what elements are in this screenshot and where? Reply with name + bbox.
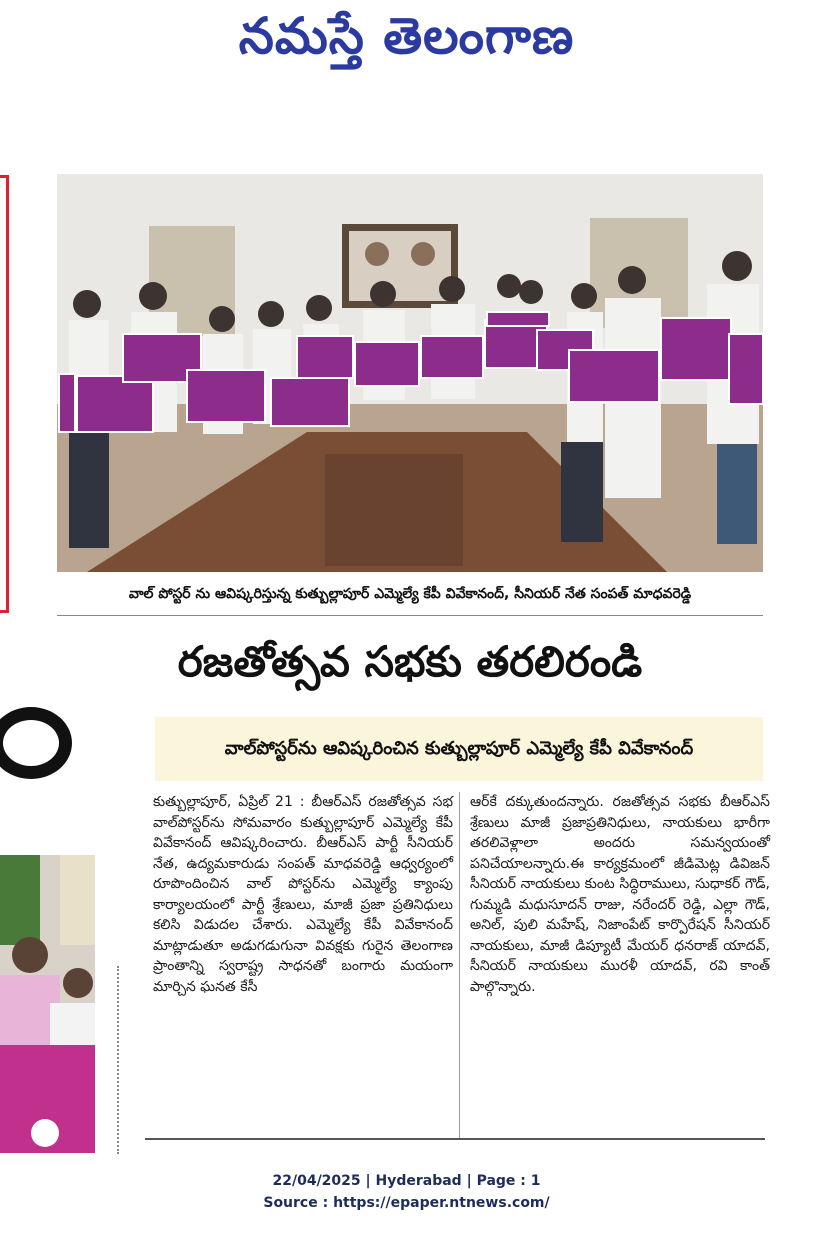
column-separator-dotted (117, 966, 119, 1154)
adjacent-article-border (0, 175, 9, 613)
news-photo (57, 174, 763, 572)
footer-source-link[interactable]: Source : https://epaper.ntnews.com/ (263, 1195, 550, 1211)
adjacent-article-photo-fragment (0, 855, 95, 1153)
article-column-right: ఆర్‌కే దక్కుతుందన్నారు. రజతోత్సవ సభకు బీఆర్‌ఎస్ శ్రేణులు మాజీ ప్రజాప్రతినిధులు, నాయకులు భారీగా తరలివెళ్లాలా అందరు సమన్వయంతో పనిచేయాలన్నారు.ఈ కార్యక్రమంలో జీడిమెట్ల డివిజన్ సీనియర్ నాయకులు కుంట సిద్ధిరాములు, సుధాకర్ గౌడ్, గుమ్మడి మధుసూదన్ రాజు, నరేందర్ రెడ్డి, ఎల్లా గౌడ్, అనిల్, పులి మహేష్, నిజాంపేట్ కార్పొరేషన్ సీనియర్ నాయకులు, మాజీ డిప్యూటీ మేయర్ ధనరాజ్ యాదవ్, సీనియర్ నాయకులు మురళీ యాదవ్, రవి కాంత్ పాల్గొన్నారు. (470, 794, 770, 995)
page-footer (0, 1170, 813, 1214)
article-column-left: కుత్బుల్లాపూర్, ఏప్రిల్ 21 : బీఆర్‌ఎస్ రజతోత్సవ సభ వాల్‌పోస్టర్‌ను సోమవారం కుత్బుల్లాపూర్ ఎమ్మెల్యే కేపీ వివేకానంద్ ఆవిష్కరించారు. బీఆర్‌ఎస్ పార్టీ సీనియర్ నేత, ఉద్యమకారుడు సంపత్ మాధవరెడ్డి ఆధ్వర్యంలో రూపొందించిన వాల్ పోస్టర్‌ను ఎమ్మెల్యే క్యాంపు కార్యాలయంలో పార్టీ శ్రేణులు, మాజీ ప్రజా ప్రతినిధులు కలిసి విడుదల చేశారు. ఎమ్మెల్యే కేపీ వివేకానంద్ మాట్లాడుతూ అడుగడుగునా వివక్షకు గురైన తెలంగాణ ప్రాంతాన్ని స్వరాష్ట్ర సాధనతో బంగారు మయంగా మార్చిన ఘనత కేసీ (153, 794, 453, 995)
article-subheadline: వాల్‌పోస్టర్‌ను ఆవిష్కరించిన కుత్బుల్లాపూర్ ఎమ్మెల్యే కేపీ వివేకానంద్ (155, 717, 763, 781)
column-divider (459, 792, 460, 1138)
article-headline: రజతోత్సవ సభకు తరలిరండి (177, 637, 643, 686)
footer-date-location-page: 22/04/2025 | Hyderabad | Page : 1 (272, 1173, 541, 1189)
adjacent-article-letter-fragment (0, 707, 72, 779)
article-bottom-rule (145, 1138, 765, 1140)
photo-caption: వాల్ పోస్టర్ ను ఆవిష్కరిస్తున్న కుత్బుల్లాపూర్ ఎమ్మెల్యే కేపీ వివేకానంద్, సీనియర్ నేత సంపత్ మాధవరెడ్డి (57, 580, 763, 616)
newspaper-masthead: నమస్తే తెలంగాణ (238, 6, 575, 65)
